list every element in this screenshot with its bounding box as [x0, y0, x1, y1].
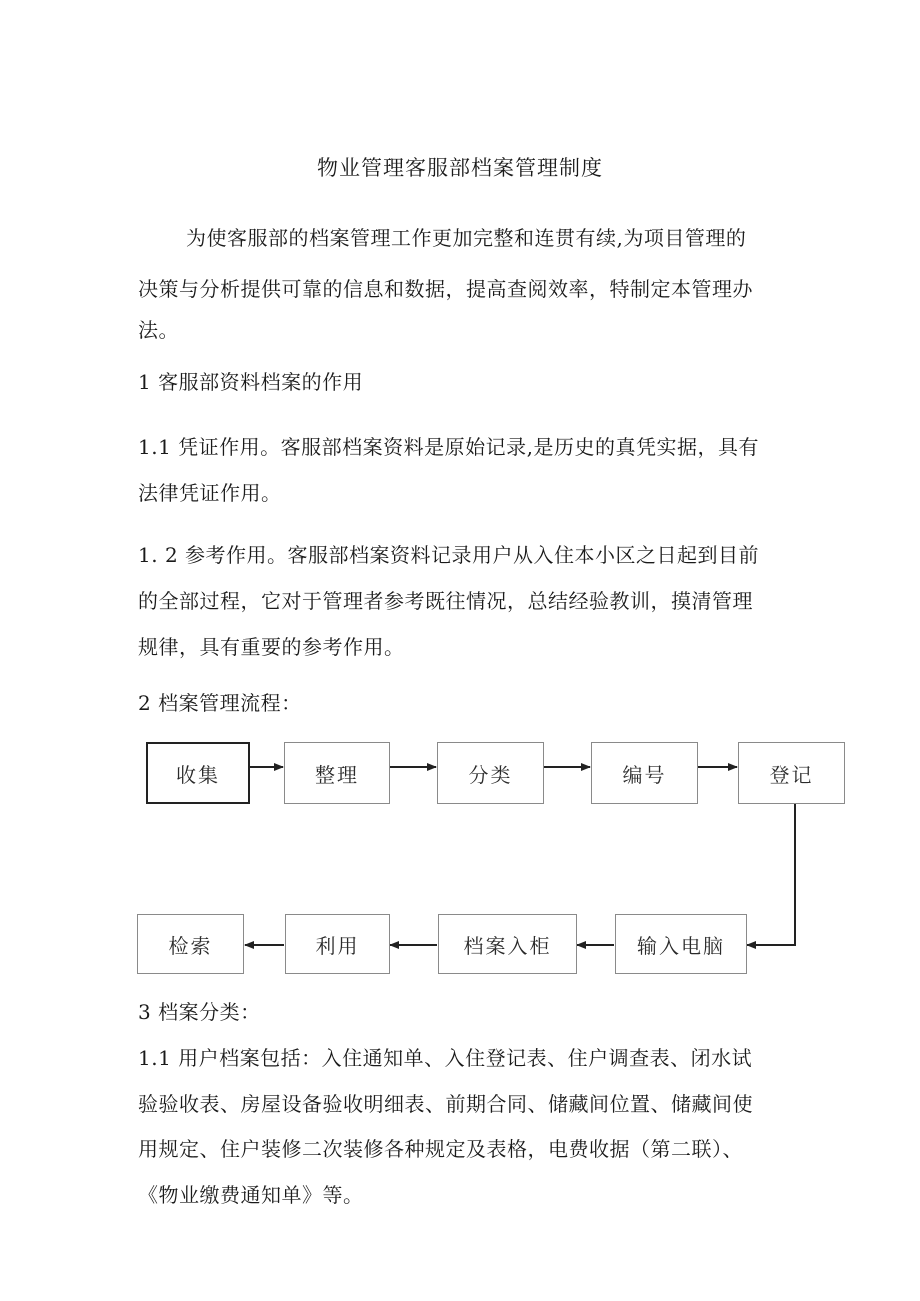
intro-line-3: 法。 — [138, 318, 179, 342]
intro-line-2: 决策与分析提供可靠的信息和数据，提高查阅效率，特制定本管理办 — [138, 277, 753, 301]
flow-step-retrieve: 检索 — [137, 914, 244, 974]
flow-step-input-computer: 输入电脑 — [615, 914, 747, 974]
arrow-5 — [747, 804, 795, 945]
item-3-1-line-2: 验验收表、房屋设备验收明细表、前期合同、储藏间位置、储藏间使 — [138, 1092, 753, 1116]
item-1-1-line-2: 法律凭证作用。 — [138, 481, 282, 505]
flow-step-organize: 整理 — [284, 742, 390, 804]
flow-step-collect: 收集 — [146, 742, 250, 804]
item-1-2-line-3: 规律，具有重要的参考作用。 — [138, 635, 405, 659]
item-1-1-line-1: 1.1 凭证作用。客服部档案资料是原始记录,是历史的真凭实据，具有 — [138, 435, 760, 459]
section-2-heading: 2 档案管理流程： — [138, 691, 302, 715]
section-1-heading: 1 客服部资料档案的作用 — [138, 370, 364, 394]
flow-step-archive-cabinet: 档案入柜 — [438, 914, 577, 974]
flow-step-classify: 分类 — [437, 742, 544, 804]
flow-step-register: 登记 — [738, 742, 845, 804]
item-1-2-line-2: 的全部过程，它对于管理者参考既往情况，总结经验教训，摸清管理 — [138, 589, 753, 613]
document-title: 物业管理客服部档案管理制度 — [317, 156, 603, 180]
item-3-1-line-4: 《物业缴费通知单》等。 — [138, 1183, 364, 1207]
intro-line-1: 为使客服部的档案管理工作更加完整和连贯有续,为项目管理的 — [186, 226, 747, 250]
item-3-1-line-1: 1.1 用户档案包括：入住通知单、入住登记表、住户调查表、闭水试 — [138, 1046, 753, 1070]
section-3-heading: 3 档案分类： — [138, 1000, 261, 1024]
flow-step-use: 利用 — [285, 914, 390, 974]
item-1-2-line-1: 1. 2 参考作用。客服部档案资料记录用户从入住本小区之日起到目前 — [138, 543, 760, 567]
item-3-1-line-3: 用规定、住户装修二次装修各种规定及表格，电费收据（第二联）、 — [138, 1137, 743, 1161]
flow-step-number: 编号 — [591, 742, 698, 804]
